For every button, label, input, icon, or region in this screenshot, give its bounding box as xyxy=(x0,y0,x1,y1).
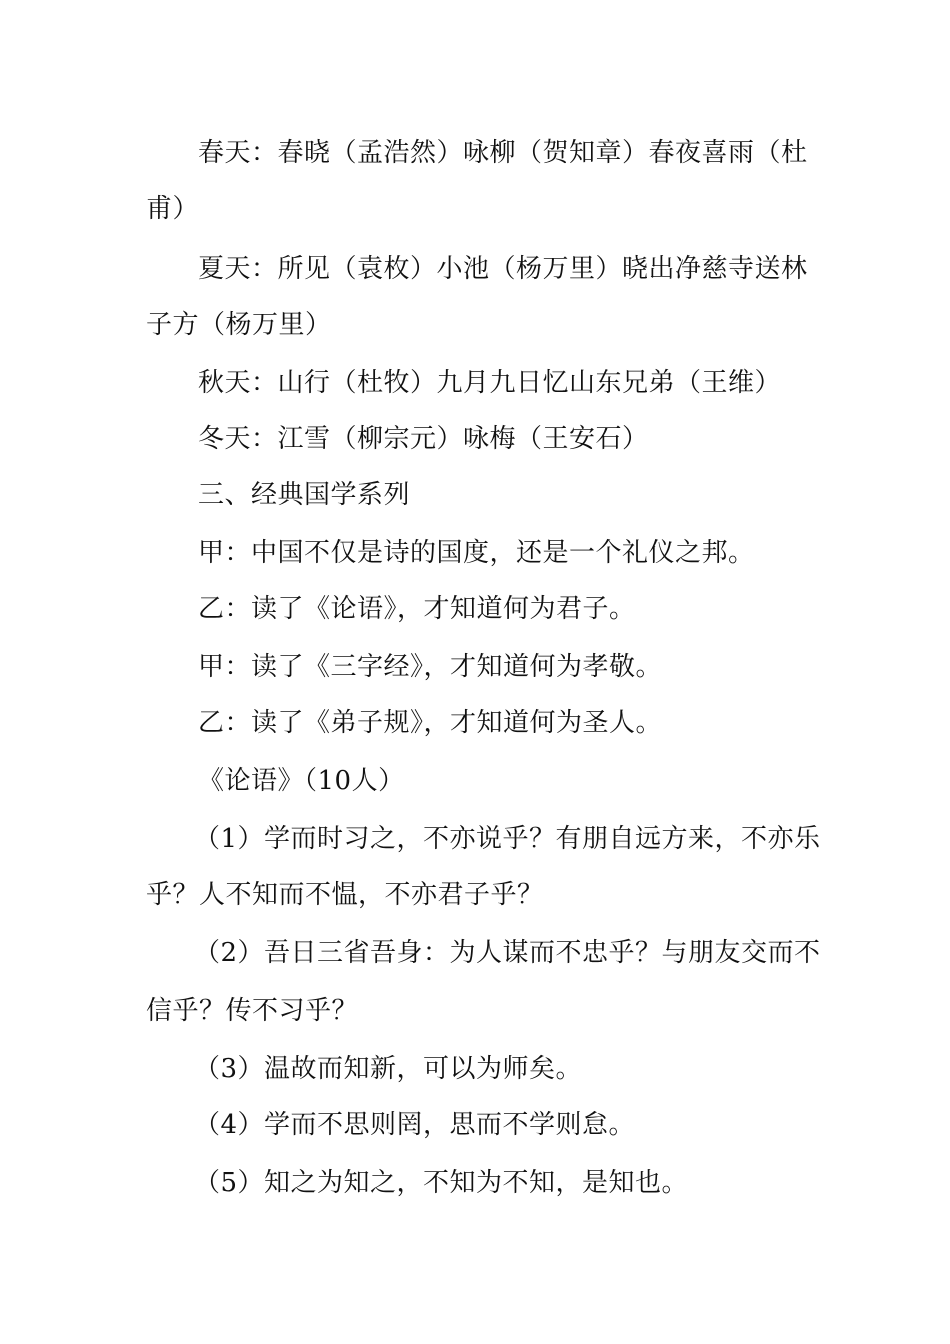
dialogue-line: 乙：读了《弟子规》，才知道何为圣人。 xyxy=(198,708,663,738)
subsection-heading: 《论语》（10人） xyxy=(198,766,405,796)
quote-5: （5）知之为知之，不知为不知，是知也。 xyxy=(194,1168,689,1198)
quote-4: （4）学而不思则罔，思而不学则怠。 xyxy=(194,1110,636,1140)
quote-2-line2: 信乎？传不习乎？ xyxy=(146,996,359,1026)
paragraph-autumn: 秋天：山行（杜牧）九月九日忆山东兄弟（王维） xyxy=(198,368,782,398)
paragraph-summer-line1: 夏天：所见（袁枚）小池（杨万里）晓出净慈寺送林 xyxy=(198,254,808,284)
dialogue-line: 乙：读了《论语》，才知道何为君子。 xyxy=(198,594,636,624)
paragraph-summer-line2: 子方（杨万里） xyxy=(146,310,332,340)
dialogue-line: 甲：读了《三字经》，才知道何为孝敬。 xyxy=(198,652,663,682)
paragraph-spring-line1: 春天：春晓（孟浩然）咏柳（贺知章）春夜喜雨（杜 xyxy=(198,138,808,168)
quote-3: （3）温故而知新，可以为师矣。 xyxy=(194,1054,583,1084)
paragraph-spring-line2: 甫） xyxy=(146,194,200,224)
section-heading: 三、经典国学系列 xyxy=(198,480,411,510)
paragraph-winter: 冬天：江雪（柳宗元）咏梅（王安石） xyxy=(198,424,649,454)
quote-1-line1: （1）学而时习之，不亦说乎？有朋自远方来，不亦乐 xyxy=(194,824,821,854)
quote-1-line2: 乎？人不知而不愠，不亦君子乎？ xyxy=(146,880,544,910)
quote-2-line1: （2）吾日三省吾身：为人谋而不忠乎？与朋友交而不 xyxy=(194,938,821,968)
dialogue-line: 甲：中国不仅是诗的国度，还是一个礼仪之邦。 xyxy=(198,538,755,568)
